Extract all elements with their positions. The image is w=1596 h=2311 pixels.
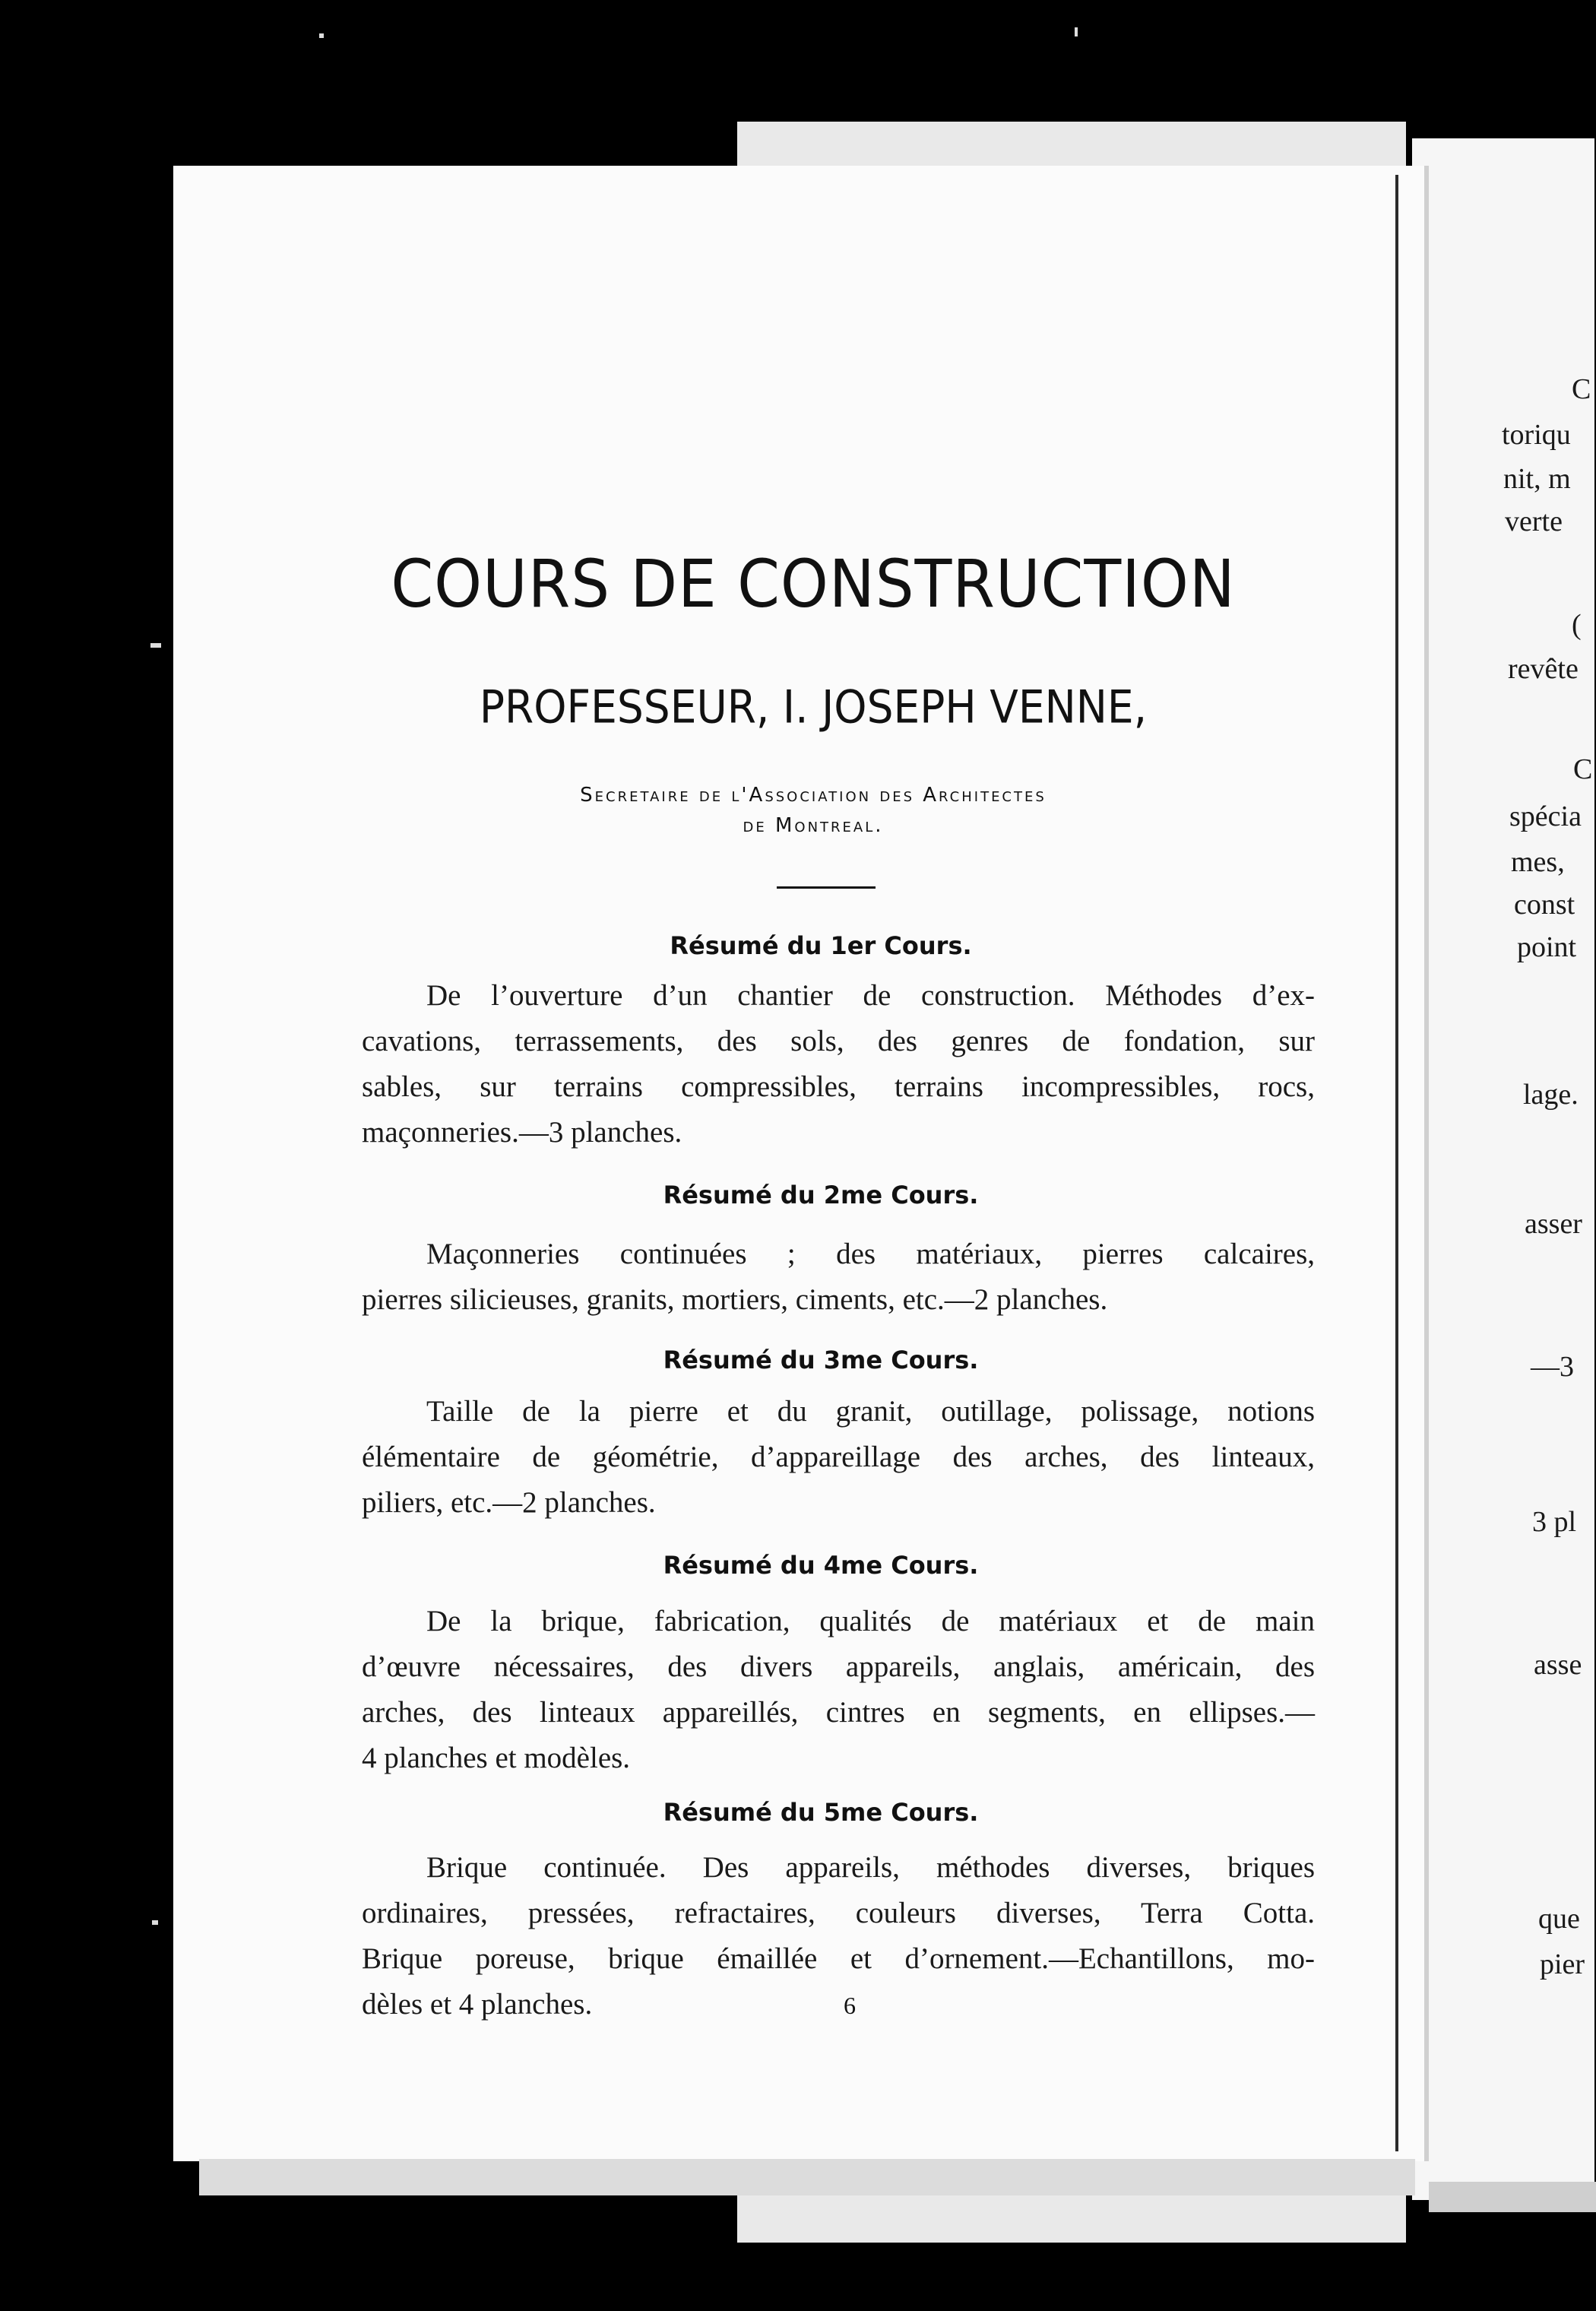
- text-line: Taille de la pierre et du granit, outillage, polissage, notions: [426, 1395, 1315, 1428]
- association-caption: [380, 780, 1246, 841]
- right-page-fragment: que: [1538, 1903, 1580, 1935]
- scan-speck: [152, 1920, 158, 1925]
- right-page-fragment: point: [1517, 931, 1577, 963]
- right-page-fragment: pier: [1540, 1948, 1585, 1980]
- course-5-text: [362, 1845, 1315, 2027]
- course-4-heading: Résumé du 4me Cours.: [663, 1551, 979, 1580]
- right-page-fragment: verte: [1505, 506, 1563, 537]
- text-line: cavations, terrassements, des sols, des genres de fondation, sur: [362, 1025, 1315, 1057]
- page-fold: [1395, 175, 1398, 2151]
- text-line: Brique continuée. Des appareils, méthodes diverses, briques: [426, 1851, 1315, 1884]
- course-5-heading: Résumé du 5me Cours.: [663, 1798, 979, 1827]
- text-line: 4 planches et modèles.: [362, 1742, 631, 1774]
- right-page-fragment: mes,: [1511, 846, 1565, 878]
- right-page-fragment: asse: [1534, 1649, 1582, 1681]
- professor-line: PROFESSEUR, I. JOSEPH VENNE,: [479, 680, 1148, 734]
- course-1-heading: Résumé du 1er Cours.: [670, 931, 972, 960]
- text-line: De l’ouverture d’un chantier de construction. Méthodes d’ex-: [426, 979, 1315, 1012]
- text-line: dèles et 4 planches.: [362, 1988, 593, 2021]
- text-line: sables, sur terrains compressibles, terrains incompressibles, rocs,: [362, 1070, 1315, 1103]
- course-4-text: [362, 1599, 1315, 1781]
- right-page-fragment: spécia: [1509, 800, 1582, 832]
- right-page-fragment: asser: [1525, 1208, 1582, 1240]
- association-line-2: de Montreal.: [743, 814, 884, 837]
- right-page-fragment: revête: [1508, 653, 1579, 685]
- text-line: Brique poreuse, brique émaillée et d’ornement.—Echantillons, mo-: [362, 1942, 1315, 1975]
- right-page-fragment: const: [1514, 889, 1575, 921]
- course-3-heading: Résumé du 3me Cours.: [663, 1346, 979, 1374]
- text-line: arches, des linteaux appareillés, cintres en segments, en ellipses.—: [362, 1696, 1315, 1729]
- scan-speck: [150, 643, 161, 648]
- divider-rule: [777, 886, 876, 889]
- text-line: De la brique, fabrication, qualités de matériaux et de main: [426, 1605, 1315, 1637]
- text-line: ordinaires, pressées, refractaires, couleurs diverses, Terra Cotta.: [362, 1897, 1315, 1929]
- course-1-text: [362, 973, 1315, 1156]
- text-line: d’œuvre nécessaires, des divers appareils, anglais, américain, des: [362, 1650, 1315, 1683]
- right-page-fragment: C: [1572, 373, 1591, 405]
- text-line: élémentaire de géométrie, d’appareillage des arches, des linteaux,: [362, 1441, 1315, 1473]
- association-line-1: Secretaire de l'Association des Architectes: [580, 784, 1047, 807]
- text-line: pierres silicieuses, granits, mortiers, ciments, etc.—2 planches.: [362, 1283, 1108, 1316]
- text-line: maçonneries.—3 planches.: [362, 1116, 682, 1149]
- document-title: COURS DE CONSTRUCTION: [391, 546, 1236, 623]
- left-page-edge: [199, 2159, 1415, 2195]
- course-3-text: [362, 1389, 1315, 1526]
- right-page-fragment: C: [1573, 753, 1593, 785]
- text-line: Maçonneries continuées ; des matériaux, pierres calcaires,: [426, 1238, 1315, 1270]
- right-page-fragment: 3 pl: [1532, 1506, 1577, 1538]
- right-page-fragment: nit, m: [1503, 463, 1571, 495]
- right-page-fragment: lage.: [1523, 1079, 1579, 1111]
- right-page-fragment: (: [1572, 609, 1582, 641]
- text-line: piliers, etc.—2 planches.: [362, 1486, 656, 1519]
- right-page-fragment: toriqu: [1502, 419, 1571, 451]
- course-2-heading: Résumé du 2me Cours.: [663, 1181, 979, 1209]
- course-2-text: [362, 1232, 1315, 1323]
- right-page-edge: [1429, 2182, 1596, 2212]
- right-page-fragment: —3: [1531, 1351, 1574, 1383]
- scan-speck: [1075, 27, 1078, 36]
- scan-speck: [319, 33, 324, 38]
- page-number: 6: [844, 1992, 856, 2019]
